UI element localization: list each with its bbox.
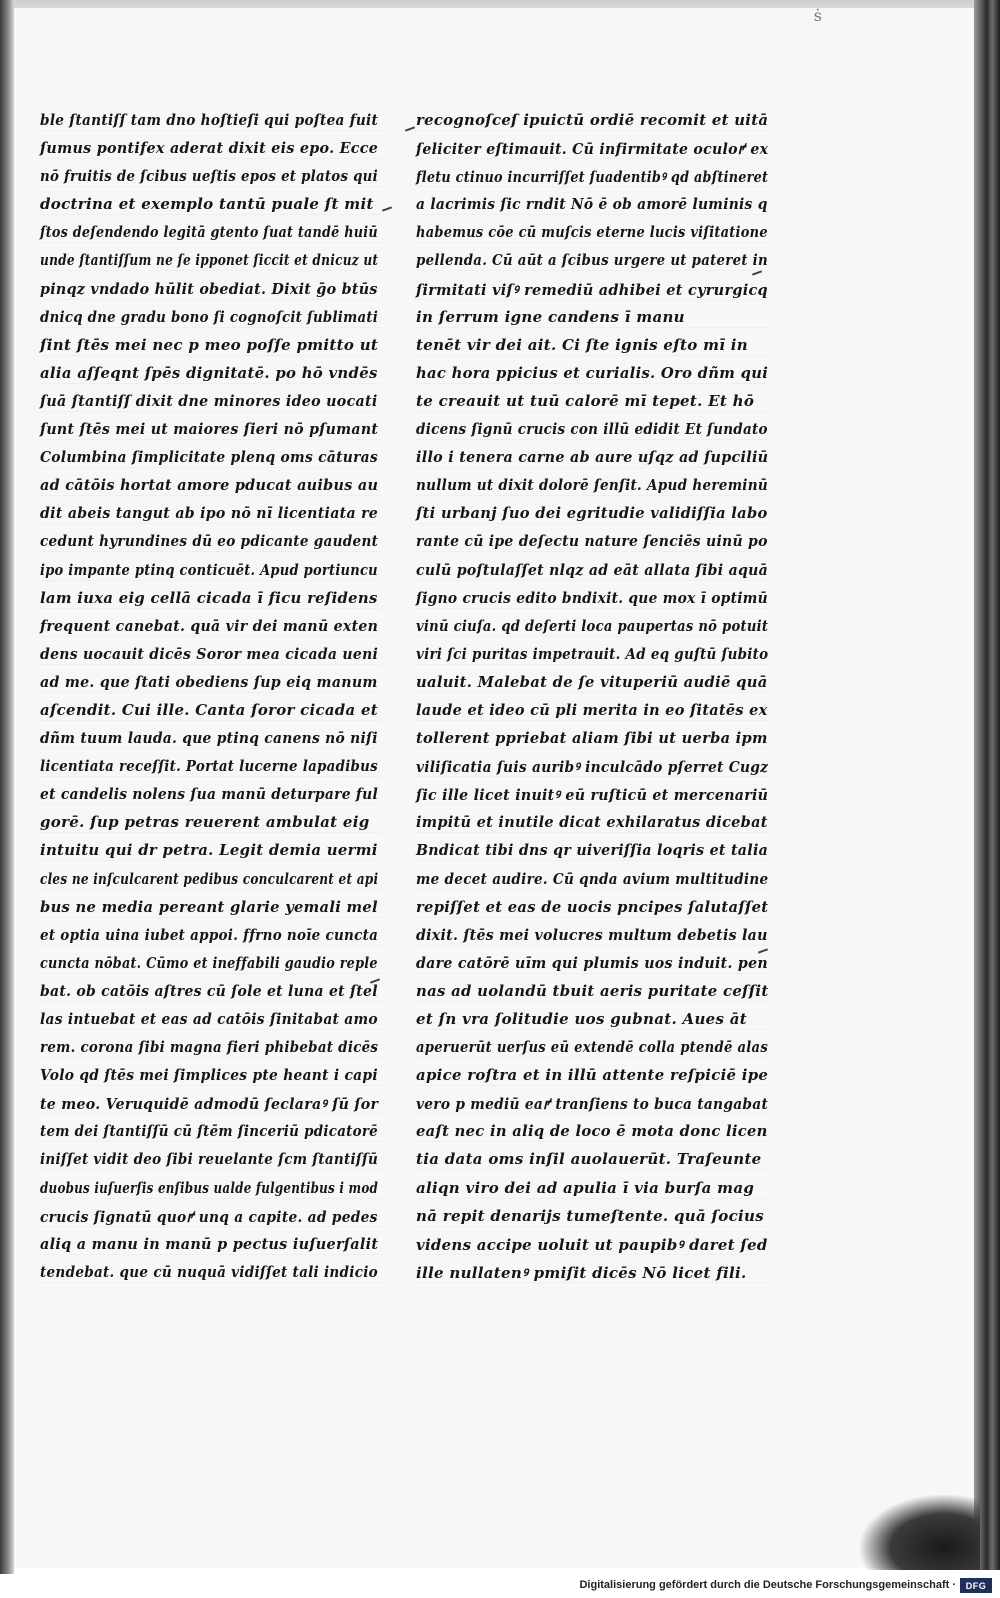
manuscript-line bbox=[36, 1119, 382, 1147]
manuscript-line bbox=[412, 473, 772, 501]
manuscript-line-text: ualuit. Malebat de ſe vituperiū audiē quā bbox=[416, 672, 768, 691]
manuscript-line-text: eaſt nec in aliq de loco ē mota donc licen bbox=[416, 1122, 768, 1141]
manuscript-line-text: te meo. Veruquidē admodū ſeclaraꝰ ſū ſor bbox=[40, 1095, 379, 1114]
manuscript-line-text: licentiata receſſit. Portat lucerne lapadibus bbox=[40, 757, 378, 776]
manuscript-line-text: recognoſceſ ipuictū ordiē recomit et uitā bbox=[416, 111, 769, 129]
manuscript-line bbox=[36, 614, 382, 642]
manuscript-line bbox=[412, 895, 772, 923]
manuscript-line bbox=[36, 108, 382, 136]
manuscript-line-text: dare catōrē uīm qui plumis uos induit. pen bbox=[416, 953, 768, 972]
binding-edge-left bbox=[0, 0, 14, 1598]
manuscript-line-text: et optia uina iubet appoi. ffrno noīe cuncta bbox=[40, 925, 379, 944]
manuscript-line-text: dit abeis tangut ab ipo nō nī licentiata re bbox=[40, 504, 379, 523]
manuscript-line-text: ſeliciter eſtimauit. Cū infirmitate oculoꝵ ex bbox=[416, 140, 769, 159]
funding-credit: Digitalisierung gefördert durch die Deutsche Forschungsgemeinschaft · bbox=[579, 1579, 956, 1591]
manuscript-line-text: pinqz vndado hūlit obediat. Dixit ḡo btūs bbox=[40, 279, 378, 298]
manuscript-line bbox=[412, 642, 772, 670]
manuscript-line-text: fletu ctinuo incurriſſet ſuadentibꝰ qd abſtineret bbox=[416, 168, 769, 187]
manuscript-line bbox=[412, 333, 772, 361]
manuscript-line bbox=[412, 1176, 772, 1204]
manuscript-line-text: nō fruitis de ſcibus ueſtis epos et platos qui bbox=[40, 167, 378, 186]
manuscript-line-text: viliſicatia ſuis auribꝰ inculcādo pſerret Cugz bbox=[416, 758, 769, 777]
manuscript-line-text: ble ſtantiſſ tam dno hoſtieſi qui poſtea fuit bbox=[40, 111, 379, 129]
manuscript-line bbox=[412, 1232, 772, 1260]
manuscript-line bbox=[412, 558, 772, 586]
thumb-shadow bbox=[860, 1495, 980, 1570]
manuscript-line-text: in ſerrum igne candens ī manu bbox=[416, 307, 685, 326]
manuscript-line bbox=[412, 417, 772, 445]
manuscript-line-text: tollerent ppriebat aliam ſibi ut uerba ipm bbox=[416, 729, 768, 748]
manuscript-line bbox=[412, 1007, 772, 1035]
manuscript-line-text: nā repit denarijs tumeſtente. quā ſocius bbox=[416, 1206, 764, 1225]
manuscript-line bbox=[412, 1260, 772, 1288]
manuscript-line-text: doctrina et exemplo tantū puale ſt mit bbox=[40, 195, 374, 214]
manuscript-line bbox=[412, 726, 772, 754]
manuscript-line-text: et candelis nolens ſua manū deturpare ful bbox=[40, 785, 379, 804]
manuscript-line bbox=[412, 108, 772, 136]
manuscript-line-text: Columbina ſimplicitate plenq oms cāturas bbox=[40, 448, 378, 467]
manuscript-line bbox=[36, 164, 382, 192]
manuscript-line bbox=[36, 305, 382, 333]
manuscript-line bbox=[412, 248, 772, 276]
manuscript-line-text: cles ne inſculcarent pedibus conculcarent et api bbox=[40, 869, 379, 888]
corner-mark: ṡ bbox=[813, 6, 822, 25]
manuscript-line-text: ſunt ſtēs mei ut maiores ſieri nō pſumant bbox=[40, 420, 379, 439]
manuscript-line bbox=[36, 1260, 382, 1288]
manuscript-line-text: me decet audire. Cū qnda avium multitudine bbox=[416, 869, 769, 888]
manuscript-line bbox=[412, 220, 772, 248]
manuscript-line bbox=[36, 529, 382, 557]
manuscript-line-text: ſigno crucis edito bndixit. que mox ī optimū bbox=[416, 588, 768, 607]
manuscript-line-text: repiſſet et eas de uocis pncipes ſalutaſſet bbox=[416, 897, 769, 916]
manuscript-line-text: crucis ſignatū quoꝵ unq a capite. ad pedes bbox=[40, 1207, 378, 1226]
manuscript-line-text: dnicq dne gradu bono ſi cognoſcit ſublimati bbox=[40, 307, 379, 326]
manuscript-line bbox=[412, 361, 772, 389]
manuscript-line-text: Volo qd ſtēs mei ſimplices pte heant i capi bbox=[40, 1066, 378, 1085]
manuscript-line bbox=[412, 1091, 772, 1119]
manuscript-line-text: ſint ſtēs mei nec p meo poſſe pmitto ut bbox=[40, 335, 379, 354]
manuscript-line bbox=[36, 333, 382, 361]
manuscript-line-text: intuitu qui dr petra. Legit demia uermi bbox=[40, 841, 378, 860]
manuscript-line-text: nas ad uolandū tbuit aeris puritate ceſſit bbox=[416, 981, 769, 1000]
manuscript-line bbox=[36, 1204, 382, 1232]
manuscript-line-text: dens uocauit dicēs Soror mea cicada ueni bbox=[40, 644, 379, 663]
manuscript-line-text: dixit. ſtēs mei volucres multum debetis lau bbox=[416, 925, 768, 944]
manuscript-line bbox=[412, 192, 772, 220]
manuscript-line-text: ſic ille licet inuitꝰ eū ruſticū et mercenariū bbox=[416, 786, 769, 805]
manuscript-line bbox=[36, 726, 382, 754]
manuscript-line bbox=[36, 501, 382, 529]
manuscript-line-text: dicens ſignū crucis con illū edidit Et ſundato bbox=[416, 420, 768, 439]
manuscript-line-text: a lacrimis ſic rndit Nō ē ob amorē luminis q bbox=[416, 195, 768, 214]
manuscript-line-text: culū poſtulaſſet nlqz ad eāt allata ſibi aquā bbox=[416, 560, 769, 579]
manuscript-line-text: tendebat. que cū nuquā vidiſſet tali indicio bbox=[40, 1262, 378, 1281]
manuscript-line-text: duobus iuſuerſis enſibus ualde fulgentibus i mod bbox=[40, 1178, 379, 1197]
manuscript-line-text: ad me. que ſtati obediens ſup eiq manum bbox=[40, 672, 378, 691]
manuscript-line bbox=[36, 895, 382, 923]
manuscript-line bbox=[412, 867, 772, 895]
manuscript-line bbox=[412, 782, 772, 810]
manuscript-line bbox=[412, 951, 772, 979]
manuscript-line-text: videns accipe uoluit ut paupibꝰ daret ſed bbox=[416, 1235, 768, 1254]
manuscript-line-text: aliqn viro dei ad apulia ī via burſa mag bbox=[416, 1178, 755, 1197]
manuscript-line bbox=[412, 529, 772, 557]
manuscript-line bbox=[412, 698, 772, 726]
manuscript-line-text: viri ſci puritas impetrauit. Ad eq guſtū ſubito bbox=[416, 644, 769, 663]
page-edge-right bbox=[974, 0, 1000, 1570]
manuscript-line bbox=[36, 1147, 382, 1175]
manuscript-line bbox=[36, 136, 382, 164]
manuscript-line-text: cedunt hyrundines dū eo pdicante gaudent bbox=[40, 532, 379, 551]
manuscript-line bbox=[36, 192, 382, 220]
manuscript-line bbox=[412, 277, 772, 305]
manuscript-line-text: ſirmitati viſꝰ remediū adhibei et cyrurgicq bbox=[416, 280, 768, 299]
manuscript-line bbox=[412, 501, 772, 529]
manuscript-line bbox=[36, 1176, 382, 1204]
manuscript-line-text: ſumus pontifex aderat dixit eis epo. Ecce bbox=[40, 139, 379, 158]
manuscript-line bbox=[36, 1232, 382, 1260]
manuscript-line-text: ſtos deſendendo legitā gtento ſuat tandē huiū bbox=[40, 223, 378, 242]
manuscript-line bbox=[36, 979, 382, 1007]
manuscript-line-text: habemus cōe cū muſcis eterne lucis viſitatione bbox=[416, 223, 768, 242]
manuscript-line bbox=[412, 670, 772, 698]
manuscript-line bbox=[36, 445, 382, 473]
manuscript-line bbox=[412, 136, 772, 164]
manuscript-line bbox=[36, 1063, 382, 1091]
manuscript-line-text: pellenda. Cū aūt a ſcibus urgere ut pateret in bbox=[416, 251, 768, 270]
manuscript-line-text: ſti urbanj ſuo dei egritudie validiſſia labo bbox=[416, 504, 768, 523]
manuscript-line bbox=[36, 361, 382, 389]
manuscript-line bbox=[412, 614, 772, 642]
manuscript-line bbox=[36, 838, 382, 866]
manuscript-line-text: ſuā ſtantiſſ dixit dne minores ideo uocati bbox=[40, 391, 378, 410]
manuscript-line-text: unde ſtantiſſum ne ſe ipponet ſiccit et dnicuz ut bbox=[40, 251, 379, 270]
manuscript-line-text: cuncta nōbat. Cūmo et ineffabili gaudio reple bbox=[40, 953, 378, 972]
manuscript-line bbox=[36, 473, 382, 501]
manuscript-line-text: frequent canebat. quā vir dei manū exten bbox=[40, 616, 379, 635]
manuscript-line bbox=[36, 248, 382, 276]
manuscript-line-text: apice roſtra et in illū attente reſpiciē ipe bbox=[416, 1066, 769, 1085]
manuscript-line-text: laude et ideo cū pli merita in eo ſitatēs ex bbox=[416, 700, 768, 719]
manuscript-line-text: dñm tuum lauda. que ptinq canens nō niſi bbox=[40, 729, 378, 748]
manuscript-line bbox=[36, 220, 382, 248]
manuscript-line bbox=[36, 1091, 382, 1119]
manuscript-line bbox=[412, 389, 772, 417]
manuscript-line-text: vinū ciuſa. qd deſerti loca paupertas nō potuit bbox=[416, 616, 769, 635]
manuscript-line-text: illo i tenera carne ab aure uſqz ad ſupciliū bbox=[416, 448, 769, 467]
manuscript-line bbox=[36, 754, 382, 782]
manuscript-line-text: aliq a manu in manū p pectus iuſuerſalit bbox=[40, 1234, 379, 1253]
manuscript-line bbox=[36, 417, 382, 445]
manuscript-line bbox=[412, 838, 772, 866]
manuscript-line-text: Bndicat tibi dns qr uiveriſſia loqris et talia bbox=[416, 841, 769, 860]
manuscript-line-text: aperuerūt uerſus eū extendē colla ptendē alas bbox=[416, 1038, 769, 1057]
manuscript-line bbox=[36, 810, 382, 838]
manuscript-line bbox=[412, 754, 772, 782]
manuscript-line-text: ad cātōis hortat amore pducat auibus au bbox=[40, 476, 379, 495]
manuscript-line bbox=[412, 1063, 772, 1091]
manuscript-line-text: alia aſſeqnt ſpēs dignitatē. po hō vndēs bbox=[40, 363, 378, 382]
manuscript-line bbox=[36, 698, 382, 726]
manuscript-line bbox=[36, 782, 382, 810]
manuscript-line bbox=[412, 1204, 772, 1232]
manuscript-line bbox=[412, 445, 772, 473]
manuscript-line-text: iniſſet vidit deo ſibi reuelante ſcm ſtantiſſū bbox=[40, 1150, 379, 1169]
manuscript-line-text: bat. ob catōis aſtres cū ſole et luna et ſtel bbox=[40, 981, 378, 1000]
manuscript-line bbox=[36, 389, 382, 417]
footer-bar bbox=[0, 1574, 1000, 1598]
manuscript-line-text: gorē. ſup petras reuerent ambulat eig bbox=[40, 813, 370, 832]
manuscript-line-text: lam iuxa eig cellā cicada ī ficu reſidens bbox=[40, 588, 378, 607]
manuscript-line bbox=[412, 1147, 772, 1175]
manuscript-line-text: rante cū ipe deſectu nature ſenciēs uinū po bbox=[416, 532, 768, 551]
manuscript-line bbox=[36, 558, 382, 586]
manuscript-line-text: nullum ut dixit dolorē ſenſit. Apud hereminū bbox=[416, 476, 768, 495]
manuscript-line bbox=[412, 586, 772, 614]
manuscript-line-text: te creauit ut tuū calorē mī tepet. Et hō bbox=[416, 391, 755, 410]
manuscript-line bbox=[412, 1035, 772, 1063]
manuscript-line-text: tenēt vir dei ait. Ci ſte ignis eſto mī in bbox=[416, 335, 748, 354]
manuscript-line-text: vero p mediū eaꝵ tranſiens to buca tangabat bbox=[416, 1095, 769, 1114]
manuscript-line-text: tia data oms inſil auolauerūt. Traſeunte bbox=[416, 1150, 762, 1169]
manuscript-line bbox=[412, 1119, 772, 1147]
manuscript-line bbox=[412, 979, 772, 1007]
manuscript-line bbox=[36, 670, 382, 698]
manuscript-line bbox=[36, 1007, 382, 1035]
manuscript-line-text: tem dei ſtantiſſū cū ſtēm ſinceriū pdicatorē bbox=[40, 1122, 378, 1141]
manuscript-line-text: aſcendit. Cui ille. Canta ſoror cicada et bbox=[40, 700, 378, 719]
manuscript-line bbox=[36, 586, 382, 614]
manuscript-line-text: ipo impante ptinq conticuēt. Apud portiuncu bbox=[40, 560, 378, 579]
manuscript-line bbox=[36, 277, 382, 305]
manuscript-line-text: las intuebat et eas ad catōis ſinitabat amo bbox=[40, 1010, 378, 1028]
manuscript-line bbox=[412, 305, 772, 333]
manuscript-line bbox=[412, 810, 772, 838]
manuscript-line bbox=[36, 1035, 382, 1063]
manuscript-line bbox=[412, 923, 772, 951]
manuscript-line bbox=[412, 164, 772, 192]
manuscript-line-text: ille nullatenꝰ pmiſit dicēs Nō licet fili. bbox=[416, 1263, 747, 1282]
manuscript-line-text: bus ne media pereant glarie yemali mel bbox=[40, 897, 378, 916]
left-text-column bbox=[36, 108, 382, 1288]
right-text-column bbox=[412, 108, 772, 1288]
manuscript-line-text: impitū et inutile dicat exhilaratus dicebat bbox=[416, 813, 768, 832]
manuscript-line bbox=[36, 951, 382, 979]
manuscript-line bbox=[36, 923, 382, 951]
manuscript-line-text: et ſn vra ſolitudie uos gubnat. Aues āt bbox=[416, 1010, 748, 1028]
dfg-logo: DFG bbox=[960, 1578, 992, 1593]
manuscript-line bbox=[36, 867, 382, 895]
manuscript-line bbox=[36, 642, 382, 670]
manuscript-line-text: hac hora ppicius et curialis. Oro dñm qui bbox=[416, 363, 769, 382]
manuscript-line-text: rem. corona ſibi magna fieri phibebat dicēs bbox=[40, 1038, 379, 1057]
